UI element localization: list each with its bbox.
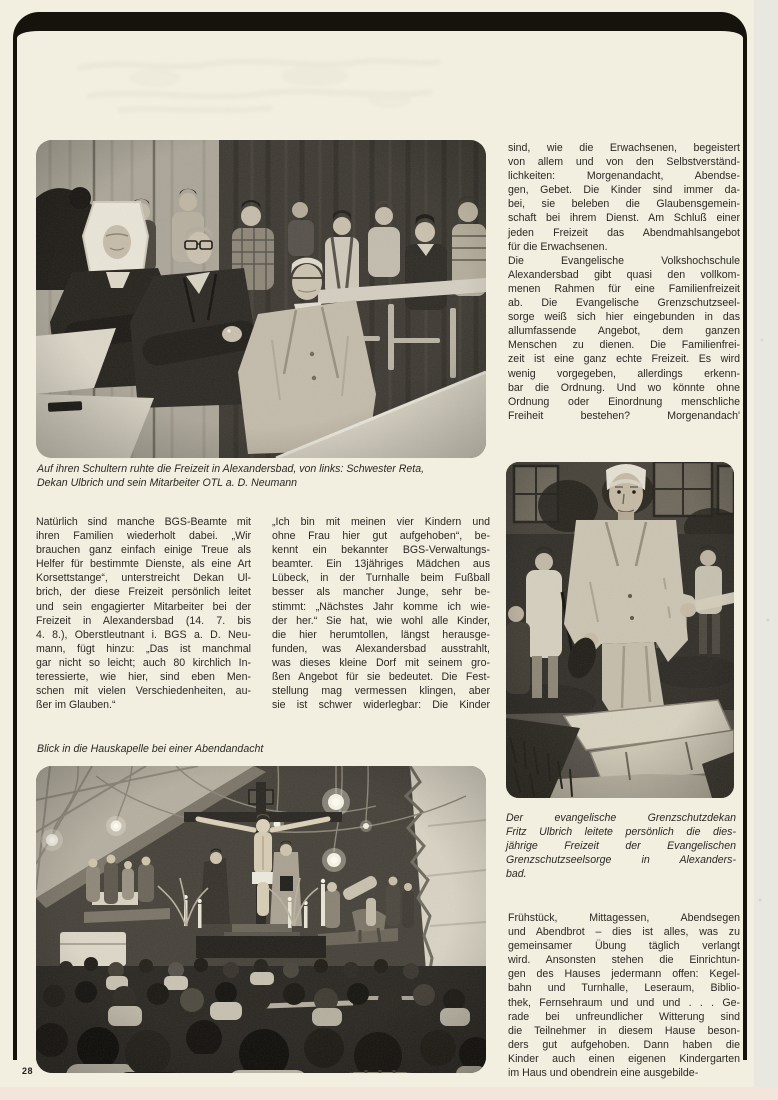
text-line: bahn und Turnhalle, Leseraum, Biblio-: [508, 982, 740, 995]
text-line: schaft bei ihrem Dienst. Am Schluß einer: [508, 212, 740, 225]
text-line: Korsettstange“, unterstreicht Dekan Ul-: [36, 572, 251, 585]
text-line: der her.“ Sie hat, wie wohl alle Kinder,: [272, 614, 490, 627]
text-line: sie ist schwer widerlegbar: Die Kinder: [272, 699, 490, 712]
text-line: wenig vorgegeben, allerdings erkenn-: [508, 367, 740, 380]
text-line: gemeinsamer Übung täglich verlangt: [508, 940, 740, 953]
text-line: und sein engagierter Mitarbeiter bei der: [36, 600, 251, 613]
text-line: thek, Fernsehraum und und und . . . Ge-: [508, 996, 740, 1009]
text-line: schen mit vielen Verschiedenheiten, au-: [36, 685, 251, 698]
text-column-bottom-right: [508, 911, 740, 1080]
text-line: jeden Freizeit das Abendmahlsangebot: [508, 226, 740, 239]
text-line: stimmt: „Nächstes Jahr komme ich wie-: [272, 600, 490, 613]
text-line: Lübeck, in der Turnhalle beim Fußball: [272, 572, 490, 585]
text-line: von allem und von den Selbstverständ-: [508, 156, 740, 169]
caption-meeting: [37, 462, 489, 490]
scan-edge-bottom: [0, 1087, 778, 1100]
photo-meeting-illustration: [36, 140, 486, 458]
page-number: 28: [22, 1066, 34, 1076]
text-line: Frühstück, Mittagessen, Abendsegen: [508, 912, 740, 924]
text-line: mann, fügt hinzu: „Das ist manchmal: [36, 642, 251, 655]
text-line: brich, der diese Freizeit persönlich leitet: [36, 586, 251, 599]
caption-chapel: [37, 742, 489, 756]
text-line: zeit ist eine ganz echte Freizeit. Es wird: [508, 353, 740, 366]
photo-dekan: [506, 462, 734, 798]
text-line: ßen Angebot für sie bedeutet. Die Fest-: [272, 671, 490, 684]
text-line: allumfassende Angebot, dem ganzen: [508, 325, 740, 338]
text-line: jährige Freizeit der Evangelischen: [506, 840, 736, 853]
text-line: ohne Frau hier gut aufgehoben“, be-: [272, 530, 490, 543]
text-line: stellung mag vermessen klingen, aber: [272, 685, 490, 698]
text-line: wird. Ansonsten stehen die Einrichtun-: [508, 954, 740, 967]
text-line: ab. Die Evangelische Grenzschutzseel-: [508, 297, 740, 310]
text-line: 4. 8.), Oberstleutnant i. BGS a. D. Neu-: [36, 628, 251, 641]
text-line: brauchen ganz einfach einige Treue als: [36, 544, 251, 557]
photo-meeting: [36, 140, 486, 458]
text-line: gar nicht so leicht; auch 80 kirchlich In-: [36, 656, 251, 669]
text-line: Helfer für bestimmte Dienste, als eine Art: [36, 558, 251, 571]
text-line: ßer im Glauben.“: [36, 699, 116, 712]
text-line: was dieses kleine Dorf mit seinem gro-: [272, 656, 490, 669]
text-line: teressierte, wie hier, sind eben Men-: [36, 671, 251, 684]
text-line: Alexandersbad gibt quasi den vollkom-: [508, 268, 740, 281]
text-line: ihren Familien wiederholt dabei. „Wir: [36, 530, 251, 543]
text-line: gen des Hauses jedermann offen: Kegel-: [508, 968, 740, 981]
text-line: die hier herumtollen, längst herausge-: [272, 628, 490, 641]
text-line: Die Evangelische Volkshochschule: [508, 254, 740, 267]
text-line: ders gut aufgehoben. Dann haben die: [508, 1038, 740, 1051]
text-column-mid-right: [272, 515, 490, 712]
photo-dekan-illustration: [506, 462, 734, 798]
text-line: bar die Ordnung. Und wo könnte ohne: [508, 381, 740, 394]
scan-edge-right: [754, 0, 778, 1100]
text-line: Grenzschutzseelsorge in Alexanders-: [506, 854, 736, 867]
text-line: Der evangelische Grenzschutzdekan: [506, 812, 736, 824]
text-line: funden, was Alexandersbad ausstrahlt,: [272, 642, 490, 655]
text-line: kennt ein bekannter BGS-Verwaltungs-: [272, 544, 490, 557]
text-column-mid-left: [36, 515, 251, 712]
photo-chapel-illustration: [36, 766, 486, 1073]
text-line: sind, wie die Erwachsenen, begeistert: [508, 142, 740, 154]
text-column-top-right: [508, 141, 740, 423]
photo-chapel: [36, 766, 486, 1073]
text-line: menen Rahmen für eine Familienfreizeit: [508, 282, 740, 295]
text-line: Kinder auch einen eigenen Kindergarten: [508, 1052, 740, 1065]
text-line: für die Erwachsenen.: [508, 240, 608, 253]
text-line: gen, Gebet. Die Kinder sind immer da-: [508, 184, 740, 197]
text-line: lichkeiten: Morgenandacht, Abendse-: [508, 170, 740, 183]
text-line: bad.: [506, 868, 527, 881]
text-line: Freizeit in Alexandersbad (14. 7. bis: [36, 614, 251, 627]
text-line: Auf ihren Schultern ruhte die Freizeit in Alexandersbad, von links: Schwester Reta,: [37, 463, 425, 475]
caption-dekan: [506, 811, 736, 881]
faded-ink-marks: [60, 48, 450, 120]
text-line: Ordnung oder Einordnung menschliche: [508, 395, 740, 408]
text-line: Blick in die Hauskapelle bei einer Abendandacht: [37, 743, 264, 755]
text-line: und Abendbrot – dies ist alles, was zu: [508, 926, 740, 939]
text-line: im Haus und obendrein eine ausgebilde-: [508, 1067, 699, 1080]
text-line: besser als mancher Junge, sehr be-: [272, 586, 490, 599]
text-line: „Ich bin mit meinen vier Kindern und: [272, 516, 490, 528]
text-line: beamter. Ein 13jähriges Mädchen aus: [272, 558, 490, 571]
text-line: Natürlich sind manche BGS-Beamte mit: [36, 516, 251, 528]
text-line: die Teilnehmer in diesem Hause beson-: [508, 1024, 740, 1037]
text-line: rade bei unfreundlicher Witterung sind: [508, 1010, 740, 1023]
text-line: bei, sie beleben die Glaubensgemein-: [508, 198, 740, 211]
text-line: Freiheit bestehen? Morgenandach': [508, 409, 740, 422]
text-line: sorge weiß sich hier eingebunden in das: [508, 311, 740, 324]
text-line: Fritz Ulbrich leitete persönlich die dies-: [506, 826, 736, 839]
text-line: Menschen zu dienen. Die Familienfrei-: [508, 339, 740, 352]
text-line: Dekan Ulbrich und sein Mitarbeiter OTL a. D. Neumann: [37, 477, 298, 490]
